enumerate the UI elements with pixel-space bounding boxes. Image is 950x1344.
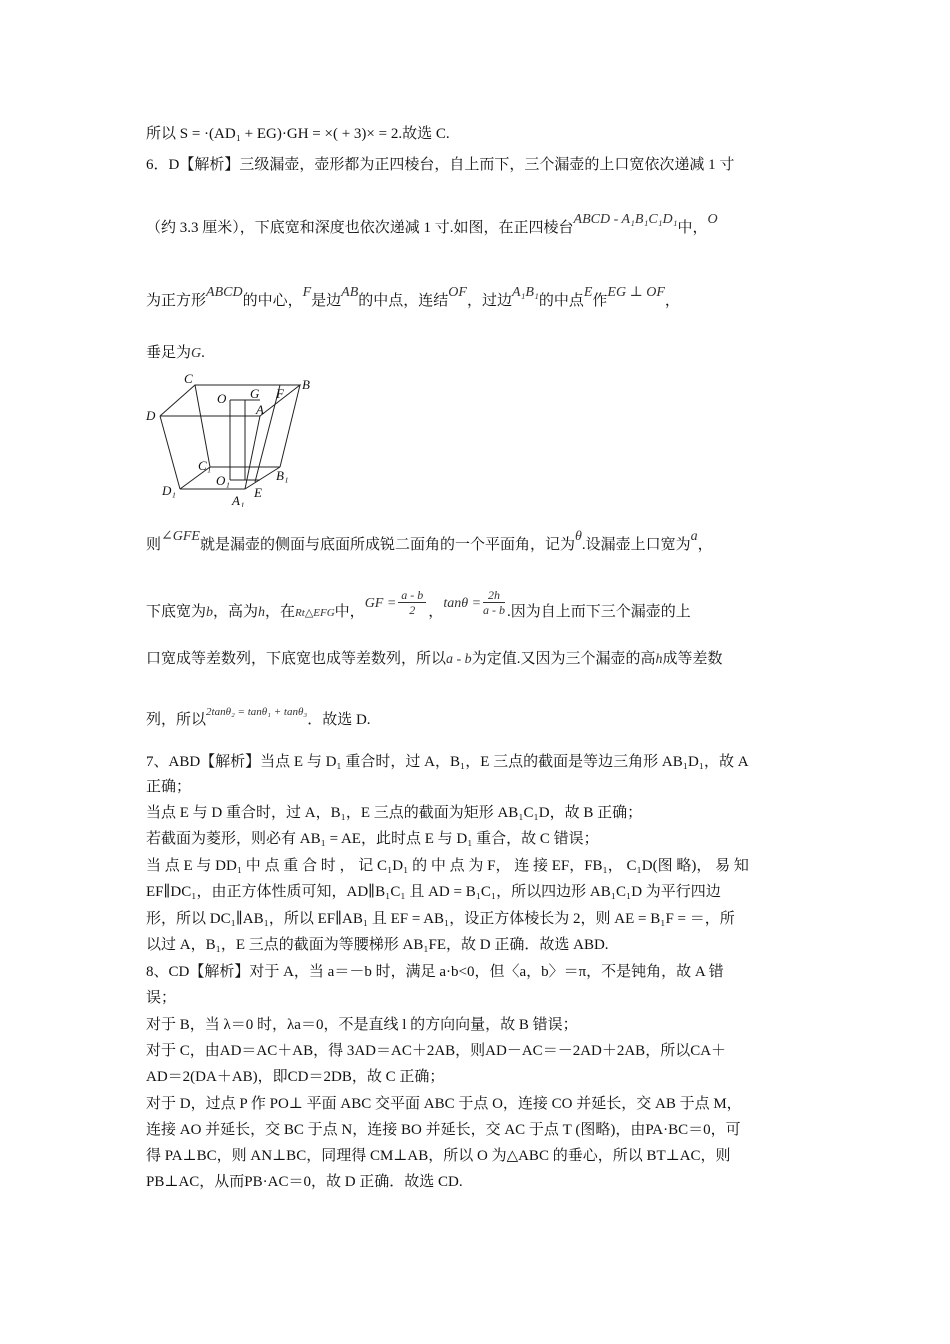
math: θ: [574, 529, 582, 544]
text: 下底宽为: [146, 603, 207, 620]
text-line: 对于 D，过点 P 作 PO⊥ 平面 ABC 交平面 ABC 于点 O，连接 CO 并延长，交 AB 于点 M，: [146, 1096, 742, 1112]
text: ．故选 D.: [307, 712, 371, 728]
label-c1: C₁: [198, 458, 212, 473]
math: Rt△EFG: [295, 606, 335, 619]
math: b: [206, 604, 214, 620]
text: 的中心，: [242, 293, 303, 309]
math: tanθ =: [443, 595, 482, 611]
text-line: [146, 529, 713, 556]
math: GF =: [364, 595, 397, 611]
text-line: 形，所以 DC₁∥AB₁，所以 EF∥AB₁ 且 EF = AB₁，设正方体棱长为 2，则 AE = B₁F = ＝，所: [146, 911, 735, 927]
label-d1: D₁: [162, 483, 176, 498]
label-o1: O₁: [216, 473, 230, 488]
math: A₁B₁: [511, 285, 539, 300]
text: 是边: [311, 293, 342, 309]
label-o: O: [217, 391, 227, 406]
math: ABCD - A₁B₁C₁D₁: [573, 212, 678, 227]
math: G: [191, 346, 202, 361]
text: ，高为: [213, 603, 259, 620]
text-line: [146, 588, 691, 627]
text: 作: [592, 293, 608, 309]
math: EG ⊥ OF: [607, 285, 665, 300]
math: F: [302, 285, 312, 300]
text: 的中点: [538, 293, 584, 309]
label-c: C: [184, 372, 193, 386]
text-line: PB⊥AC，从而PB·AC＝0，故 D 正确．故选 CD.: [146, 1174, 463, 1190]
fraction: [398, 588, 426, 617]
math: ∠GFE: [161, 529, 200, 544]
frustum-figure: [140, 372, 320, 507]
math: ABCD: [206, 285, 243, 300]
text: 的中点，连结: [358, 293, 449, 309]
math: 2tanθ₂ = tanθ₁ + tanθ₃: [206, 706, 308, 718]
math: a - b: [446, 652, 472, 667]
label-a: A: [256, 402, 264, 417]
text-line: 所以 S = ·(AD₁ + EG)·GH = ×( + 3)× = 2.故选 C.: [146, 126, 450, 142]
text-line: 以过 A，B₁，E 三点的截面为等腰梯形 AB₁FE，故 D 正确．故选 ABD.: [146, 937, 609, 953]
text: 为正方形: [146, 293, 207, 309]
label-b: B: [302, 377, 310, 392]
fraction-numerator: a - b: [398, 588, 426, 603]
text-line: EF∥DC₁，由正方体性质可知，AD∥B₁C₁ 且 AD = B₁C₁，所以四边形 AB₁C₁D 为平行四边: [146, 884, 721, 900]
text-line: 对于 C，由AD＝AC＋AB，得 3AD＝AC＋2AB，则AD－AC＝－2AD＋2AB，所以CA＋: [146, 1043, 727, 1059]
math: a: [690, 529, 698, 544]
text-line: AD＝2(DA＋AB)，即CD＝2DB，故 C 正确；: [146, 1069, 445, 1085]
text-line: 6．D【解析】三级漏壶，壶形都为正四棱台，自上而下，三个漏壶的上口宽依次递减 1 寸: [146, 157, 735, 173]
text: （约 3.3 厘米），下底宽和深度也依次递减 1 寸.如图，在正四棱台: [146, 220, 574, 236]
math: O: [707, 212, 718, 227]
text: 为定值.又因为三个漏壶的高: [471, 651, 656, 667]
text-line: 若截面为菱形，则必有 AB₁ = AE，此时点 E 与 D₁ 重合，故 C 错误；: [146, 831, 599, 847]
text-line: [146, 343, 205, 364]
text: ，: [428, 603, 444, 620]
label-b1: B₁: [276, 468, 289, 483]
math: OF: [448, 285, 467, 300]
text: ，: [664, 293, 680, 309]
math: h: [258, 604, 266, 620]
fraction: [483, 588, 505, 617]
text-line: 8、CD【解析】对于 A，当 a＝－b 时，满足 a·b<0，但〈a，b〉＝π，不是钝角，故 A 错: [146, 964, 724, 980]
text-line: 连接 AO 并延长，交 BC 于点 N，连接 BO 并延长，交 AC 于点 T (图略)，由PA·BC＝0，可: [146, 1122, 741, 1138]
label-d: D: [146, 408, 156, 423]
fraction-denominator: a - b: [483, 603, 506, 617]
text: ，: [697, 537, 713, 553]
text: ，在: [265, 603, 296, 620]
text-line: 当点 E 与 D 重合时，过 A，B₁，E 三点的截面为矩形 AB₁C₁D，故 B 正确；: [146, 805, 643, 821]
text-line: [146, 212, 718, 239]
text: 中，: [677, 220, 708, 236]
text: 则: [146, 537, 162, 553]
fraction-denominator: 2: [409, 603, 416, 617]
text: 列，所以: [146, 712, 207, 728]
math: AB: [341, 285, 359, 300]
math: h: [655, 652, 663, 667]
text-line: 对于 B，当 λ＝0 时，λa＝0，不是直线 l 的方向向量，故 B 错误；: [146, 1017, 578, 1033]
text-line: [146, 285, 680, 312]
text: .因为自上而下三个漏壶的上: [507, 603, 691, 620]
text-line: [146, 706, 371, 731]
label-g: G: [250, 386, 260, 401]
text: ，过边: [466, 293, 512, 309]
text: 就是漏壶的侧面与底面所成锐二面角的一个平面角，记为: [199, 537, 575, 553]
label-a1: A₁: [232, 493, 245, 507]
label-f: F: [276, 386, 284, 401]
text-line: 当 点 E 与 DD₁ 中 点 重 合 时 ， 记 C₁D₁ 的 中 点 为 F， 连 接 EF，FB₁， C₁D(图 略)， 易 知: [146, 858, 749, 874]
text-line: 7、ABD【解析】当点 E 与 D₁ 重合时，过 A，B₁，E 三点的截面是等边三角形 AB₁D₁，故 A: [146, 754, 749, 770]
text: 口宽成等差数列，下底宽也成等差数列，所以: [146, 651, 447, 667]
text-line: [146, 649, 722, 670]
text: 垂足为: [146, 345, 192, 361]
text: .设漏壶上口宽为: [581, 537, 691, 553]
fraction-numerator: 2h: [483, 588, 505, 603]
text: 成等差数: [662, 651, 723, 667]
text-line: 得 PA⊥BC，则 AN⊥BC，同理得 CM⊥AB，所以 O 为△ABC 的垂心，所以 BT⊥AC，则: [146, 1148, 731, 1164]
text-line: 误；: [146, 990, 177, 1006]
text-line: 正确；: [146, 779, 192, 795]
text: 中，: [334, 603, 365, 620]
text: .: [201, 345, 205, 361]
label-e: E: [254, 485, 262, 500]
math: E: [583, 285, 593, 300]
